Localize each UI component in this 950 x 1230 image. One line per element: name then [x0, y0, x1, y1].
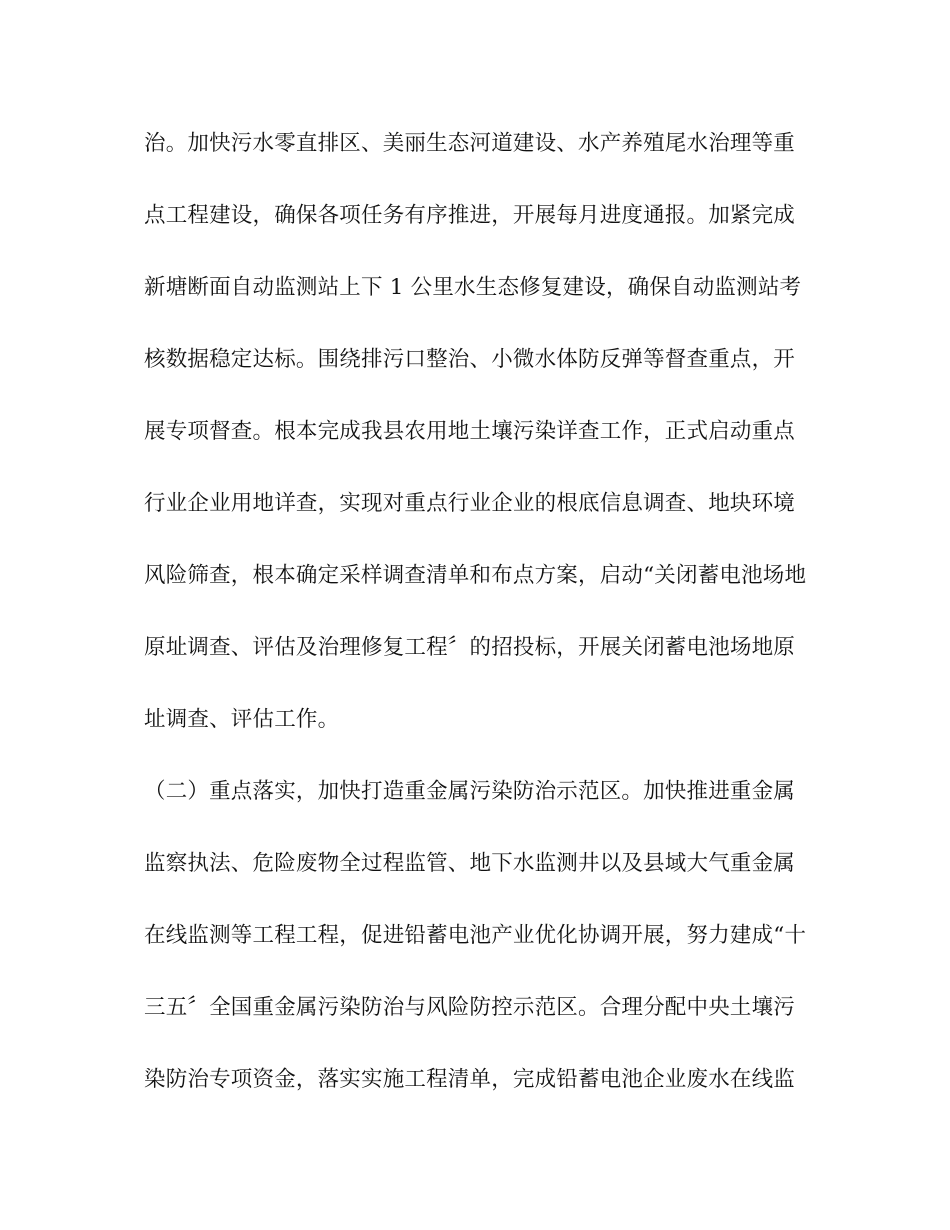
text-line: 治。加快污水零直排区、美丽生态河道建设、水产养殖尾水治理等重 [144, 131, 796, 156]
text-line: 展专项督查。根本完成我县农用地土壤污染详查工作，正式启动重点 [144, 419, 796, 444]
text-line: 点工程建设，确保各项任务有序推进，开展每月进度通报。加紧完成 [144, 203, 796, 228]
text-line: 行业企业用地详查，实现对重点行业企业的根底信息调查、地块环境 [144, 491, 796, 516]
text-line: 新塘断面自动监测站上下 1 公里水生态修复建设，确保自动监测站考 [144, 275, 802, 300]
text-line: 在线监测等工程工程，促进铅蓄电池产业优化协调开展，努力建成“十 [144, 923, 807, 948]
text-line: 址调查、评估工作。 [144, 707, 340, 732]
text-line: 风险筛查，根本确定采样调查清单和布点方案，启动“关闭蓄电池场地 [144, 563, 807, 588]
text-line: 监察执法、危险废物全过程监管、地下水监测井以及县域大气重金属 [144, 851, 796, 876]
text-line: 染防治专项资金，落实实施工程清单，完成铅蓄电池企业废水在线监 [144, 1067, 796, 1092]
text-line: 核数据稳定达标。围绕排污口整治、小微水体防反弹等督查重点，开 [144, 347, 796, 372]
section-heading-line: （二）重点落实，加快打造重金属污染防治示范区。加快推进重金属 [144, 779, 796, 804]
text-line: 原址调查、评估及治理修复工程〞的招投标，开展关闭蓄电池场地原 [144, 635, 796, 660]
text-line: 三五〞全国重金属污染防治与风险防控示范区。合理分配中央土壤污 [144, 995, 796, 1020]
